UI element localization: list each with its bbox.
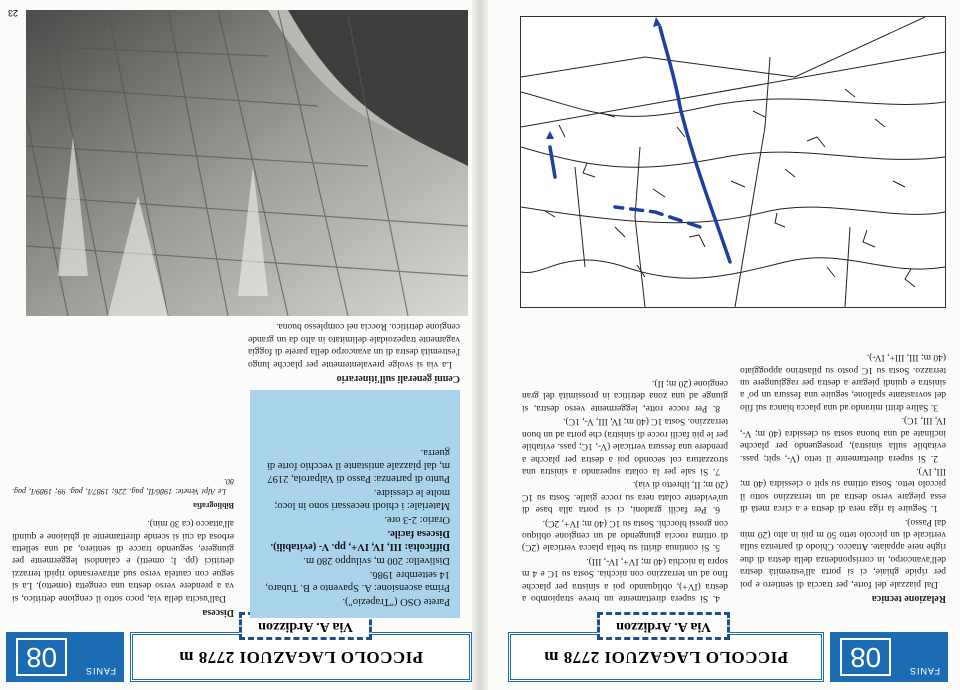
page-title: PICCOLO LAGAZUOI 2778 m (508, 632, 824, 682)
category-label: FANIS (908, 666, 940, 676)
relazione-paragraph: 7. Si sale per la colata superando a sinistra una strozzatura col secondo poi a destra per placche a prendere una fessura verticale (V-, 1C; pass. evitabile per le più facili rocce di sinistra) che porta ad un buon terrazzino. Sosta 1C (40 m; IV, III, V-, 1C). (522, 416, 728, 476)
relazione-paragraph: 5. Si continua diritti su bella placca verticale (2C) di ottima roccia giungendo ad un cengione obliquo con grossi blocchi. Sosta su 1C (40 m; IV+, 2C). (522, 517, 728, 553)
relazione-column-2 (522, 376, 728, 604)
info-start-point: Punto di partenza: Passo di Valparola, 2197 m, dal piazzale antistante il vecchio forte di guerra. (266, 447, 450, 484)
bibliografia-heading: Bibliografia (193, 500, 234, 510)
route-info-box (250, 390, 460, 618)
info-first-ascent: Prima ascensione: A. Spavento e B. Tubaro, 14 settembre 1986. (265, 569, 450, 593)
discesa-section (12, 475, 234, 618)
route-topo-drawing (520, 16, 946, 308)
book-gutter (472, 0, 488, 690)
photo-svg (26, 10, 468, 316)
relazione-paragraph: Dal piazzale del forte, per traccia di sentiero e poi per ripide ghiaie, ci si porta all'estremità destra dell'avancorpo, in corrispondenza della destra di due righe nere appaiate. Attacco. Chiodo di partenza sulla verticale di un piccolo tetto 50 m più in alto (20 min dal Passo). (740, 516, 946, 589)
info-time: Orario: 2-3 ore. (384, 514, 450, 525)
relazione-heading: Relazione tecnica (871, 593, 946, 604)
cenni-section (248, 319, 460, 384)
info-face: Parete OSO ("Trapezio"). (342, 596, 450, 607)
route-number: 08 (16, 638, 67, 676)
route-arrow-line (550, 147, 555, 177)
page-overview (0, 0, 472, 690)
bibliografia-text: Le Alpi Venete: 1986/II, pag. 226; 1987/I, pag. 99; 1989/I, pag. 80. (12, 477, 234, 497)
relazione-paragraph: 3. Salire dritti mirando ad una placca bianca sul filo del sovrastante spallone, seguire una fessura un po' a sinistra e quindi piegare a destra per raggiungere un terrazzo. Sosta su 1C posto su pilastrino appoggiato (40 m; III, III+, IV-). (740, 352, 946, 412)
discesa-heading: Discesa (202, 607, 234, 618)
discesa-text: Dall'uscita della via, poco sotto il cengione detritico, si va a prendere verso destra una cengetta (ometto). La si segue con cautela verso sud attraversando ripidi terrazzi detritici (pp. I; ometti) e calandosi leggermente per giungere, seguendo tracce di sentiero, ad una selletta erbosa da cui si scende direttamente al ghiaione e quindi all'attacco (ca 30 min). (12, 518, 234, 603)
relazione-paragraph: 1. Seguire la riga nera di destra e a circa metà di essa piegare verso destra ad un terrazzino sotto il piccolo tetto. Sosta ottima su spit o clessidra (40 m; III, IV). (740, 465, 946, 514)
info-elevation: Dislivello: 200 m, sviluppo 280 m. (303, 555, 450, 566)
page-title: PICCOLO LAGAZUOI 2778 m (130, 632, 472, 682)
mountain-photo (26, 10, 468, 316)
route-number: 08 (840, 638, 891, 676)
relazione-column-1 (740, 350, 946, 604)
category-block (830, 632, 948, 682)
relazione-paragraph: 8. Per rocce rotte, leggermente verso destra, si giunge ad una zona detritica in prossimità del gran cengione (20 m; II). (522, 378, 728, 413)
cenni-text: La via si svolge prevalentemente per placche lungo l'estremità destra di un avancorpo della parete di foggia vagamente trapezoidale delimitato in alto da un grande cengione detritico. Roccia nel complesso buona. (248, 321, 460, 369)
route-line-variant (615, 207, 700, 227)
relazione-paragraph: 2. Si supera direttamente il tetto (V-, spit; pass. evitabile sulla sinistra), proseguendo per placche inclinate ad una buona sosta su clessidra (40 m; V-, IV, III, 1C). (740, 415, 946, 463)
info-difficulty: Difficoltà: III, IV, IV+, pp. V- (evitabili). Discesa facile. (270, 528, 450, 552)
category-block (6, 632, 124, 682)
info-gear: Materiale: i chiodi necessari sono in loco; molte le clessidre. (274, 487, 450, 511)
relazione-paragraph: 4. Si supera direttamente un breve strapiombo a destra (IV+), obliquando poi a sinistra per placche fino ad un terrazzino con nicchia. Sosta su 1C e 4 m sopra la nicchia (40 m; IV+, IV-, III). (522, 555, 728, 603)
route-arrow-head (546, 131, 554, 139)
topo-sketch-svg (521, 17, 945, 307)
relazione-paragraph: 6. Per facili gradoni, ci si porta alla base di un'evidente colata nera su rocce gialle. Sosta su 1C (20 m; II, libretto di via). (522, 479, 728, 515)
route-name-tag: Via A. Ardizzon (239, 612, 372, 640)
cenni-heading: Cenni generali sull'itinerario (336, 373, 460, 384)
page-technical (488, 0, 960, 690)
category-label: FANIS (84, 666, 116, 676)
page-number: 23 (8, 8, 19, 18)
route-name-tag: Via A. Ardizzon (597, 612, 730, 640)
